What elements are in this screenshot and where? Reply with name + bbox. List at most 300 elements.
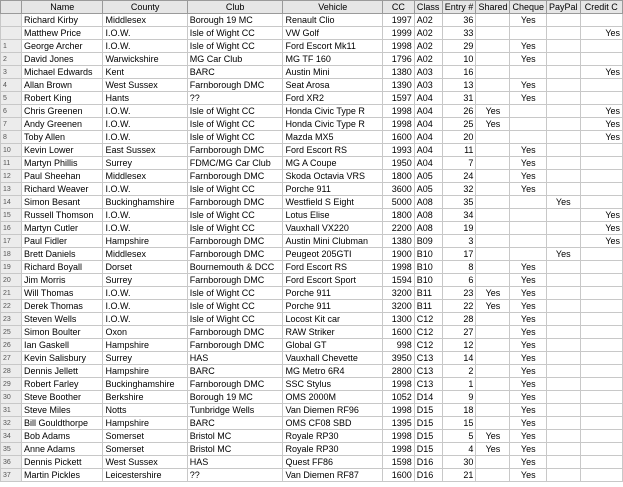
cell-paypal[interactable]: [547, 144, 581, 157]
cell-class[interactable]: A03: [414, 79, 442, 92]
cell-cc[interactable]: 3200: [383, 300, 415, 313]
cell-credit[interactable]: [580, 313, 622, 326]
cell-entry[interactable]: 28: [442, 313, 476, 326]
cell-paypal[interactable]: [547, 118, 581, 131]
cell-county[interactable]: Hampshire: [103, 365, 187, 378]
cell-vehicle[interactable]: Honda Civic Type R: [283, 105, 383, 118]
cell-credit[interactable]: [580, 261, 622, 274]
cell-paypal[interactable]: [547, 300, 581, 313]
cell-paypal[interactable]: [547, 222, 581, 235]
cell-vehicle[interactable]: Global GT: [283, 339, 383, 352]
cell-county[interactable]: Hampshire: [103, 339, 187, 352]
cell-entry[interactable]: 33: [442, 27, 476, 40]
cell-entry[interactable]: 2: [442, 365, 476, 378]
cell-club[interactable]: Farnborough DMC: [187, 326, 283, 339]
cell-county[interactable]: I.O.W.: [103, 105, 187, 118]
cell-cheque[interactable]: Yes: [510, 170, 547, 183]
cell-vehicle[interactable]: Van Diemen RF96: [283, 404, 383, 417]
cell-vehicle[interactable]: Porche 911: [283, 300, 383, 313]
row-number[interactable]: 37: [1, 469, 22, 482]
cell-entry[interactable]: 24: [442, 170, 476, 183]
cell-shared[interactable]: [476, 378, 510, 391]
cell-shared[interactable]: Yes: [476, 300, 510, 313]
cell-class[interactable]: A04: [414, 105, 442, 118]
cell-entry[interactable]: 23: [442, 287, 476, 300]
cell-credit[interactable]: [580, 79, 622, 92]
cell-club[interactable]: Farnborough DMC: [187, 170, 283, 183]
cell-credit[interactable]: [580, 443, 622, 456]
cell-credit[interactable]: [580, 456, 622, 469]
cell-club[interactable]: Farnborough DMC: [187, 79, 283, 92]
column-header-credit[interactable]: Credit C: [580, 1, 622, 14]
cell-shared[interactable]: [476, 404, 510, 417]
cell-name[interactable]: Russell Thomson: [22, 209, 103, 222]
cell-county[interactable]: I.O.W.: [103, 222, 187, 235]
cell-cc[interactable]: 2800: [383, 365, 415, 378]
cell-club[interactable]: FDMC/MG Car Club: [187, 157, 283, 170]
cell-paypal[interactable]: [547, 430, 581, 443]
cell-class[interactable]: D16: [414, 469, 442, 482]
cell-credit[interactable]: [580, 339, 622, 352]
cell-cheque[interactable]: [510, 248, 547, 261]
cell-cc[interactable]: 1999: [383, 27, 415, 40]
cell-cheque[interactable]: Yes: [510, 378, 547, 391]
cell-class[interactable]: A08: [414, 196, 442, 209]
cell-entry[interactable]: 10: [442, 53, 476, 66]
cell-entry[interactable]: 5: [442, 430, 476, 443]
cell-county[interactable]: Surrey: [103, 352, 187, 365]
cell-cheque[interactable]: [510, 66, 547, 79]
cell-county[interactable]: Leicestershire: [103, 469, 187, 482]
cell-shared[interactable]: [476, 365, 510, 378]
cell-shared[interactable]: [476, 235, 510, 248]
cell-cheque[interactable]: Yes: [510, 339, 547, 352]
cell-class[interactable]: D15: [414, 404, 442, 417]
cell-entry[interactable]: 34: [442, 209, 476, 222]
cell-cheque[interactable]: Yes: [510, 40, 547, 53]
cell-club[interactable]: Borough 19 MC: [187, 14, 283, 27]
cell-entry[interactable]: 22: [442, 300, 476, 313]
cell-name[interactable]: Simon Boulter: [22, 326, 103, 339]
cell-vehicle[interactable]: Royale RP30: [283, 443, 383, 456]
cell-entry[interactable]: 13: [442, 79, 476, 92]
cell-county[interactable]: Somerset: [103, 443, 187, 456]
cell-cc[interactable]: 1998: [383, 40, 415, 53]
cell-entry[interactable]: 4: [442, 443, 476, 456]
cell-county[interactable]: I.O.W.: [103, 40, 187, 53]
cell-class[interactable]: D14: [414, 391, 442, 404]
row-number[interactable]: 27: [1, 352, 22, 365]
cell-vehicle[interactable]: Lotus Elise: [283, 209, 383, 222]
cell-cheque[interactable]: [510, 118, 547, 131]
cell-club[interactable]: MG Car Club: [187, 53, 283, 66]
cell-club[interactable]: Isle of Wight CC: [187, 40, 283, 53]
cell-cc[interactable]: 1052: [383, 391, 415, 404]
cell-county[interactable]: I.O.W.: [103, 183, 187, 196]
row-number[interactable]: 17: [1, 235, 22, 248]
cell-club[interactable]: Isle of Wight CC: [187, 300, 283, 313]
cell-class[interactable]: A04: [414, 157, 442, 170]
cell-county[interactable]: Hants: [103, 92, 187, 105]
cell-cc[interactable]: 1997: [383, 14, 415, 27]
cell-cc[interactable]: 1998: [383, 105, 415, 118]
row-number[interactable]: 35: [1, 443, 22, 456]
cell-name[interactable]: Will Thomas: [22, 287, 103, 300]
cell-cc[interactable]: 3600: [383, 183, 415, 196]
cell-entry[interactable]: 16: [442, 66, 476, 79]
cell-club[interactable]: ??: [187, 92, 283, 105]
cell-shared[interactable]: [476, 391, 510, 404]
row-number[interactable]: 10: [1, 144, 22, 157]
cell-class[interactable]: B10: [414, 274, 442, 287]
cell-cheque[interactable]: Yes: [510, 14, 547, 27]
cell-cheque[interactable]: Yes: [510, 261, 547, 274]
cell-credit[interactable]: [580, 352, 622, 365]
cell-cc[interactable]: 1950: [383, 157, 415, 170]
cell-club[interactable]: Farnborough DMC: [187, 248, 283, 261]
cell-county[interactable]: I.O.W.: [103, 300, 187, 313]
cell-credit[interactable]: [580, 53, 622, 66]
cell-club[interactable]: Bristol MC: [187, 443, 283, 456]
cell-class[interactable]: A08: [414, 222, 442, 235]
cell-entry[interactable]: 20: [442, 131, 476, 144]
cell-credit[interactable]: [580, 40, 622, 53]
cell-credit[interactable]: [580, 14, 622, 27]
column-header-shared[interactable]: Shared: [476, 1, 510, 14]
cell-club[interactable]: Bristol MC: [187, 430, 283, 443]
row-number[interactable]: 25: [1, 326, 22, 339]
cell-credit[interactable]: [580, 417, 622, 430]
cell-county[interactable]: West Sussex: [103, 456, 187, 469]
cell-class[interactable]: D15: [414, 417, 442, 430]
cell-cc[interactable]: 1598: [383, 456, 415, 469]
cell-shared[interactable]: [476, 157, 510, 170]
cell-credit[interactable]: Yes: [580, 131, 622, 144]
cell-cheque[interactable]: Yes: [510, 92, 547, 105]
cell-cheque[interactable]: [510, 27, 547, 40]
row-number[interactable]: 4: [1, 79, 22, 92]
cell-cc[interactable]: 3950: [383, 352, 415, 365]
cell-credit[interactable]: [580, 248, 622, 261]
cell-paypal[interactable]: [547, 170, 581, 183]
cell-paypal[interactable]: [547, 79, 581, 92]
cell-cheque[interactable]: [510, 105, 547, 118]
cell-name[interactable]: Kevin Lower: [22, 144, 103, 157]
cell-class[interactable]: A08: [414, 209, 442, 222]
cell-vehicle[interactable]: MG A Coupe: [283, 157, 383, 170]
cell-name[interactable]: Martin Pickles: [22, 469, 103, 482]
cell-cc[interactable]: 1800: [383, 170, 415, 183]
cell-shared[interactable]: Yes: [476, 105, 510, 118]
cell-name[interactable]: Richard Weaver: [22, 183, 103, 196]
cell-paypal[interactable]: [547, 261, 581, 274]
cell-class[interactable]: C13: [414, 378, 442, 391]
row-number[interactable]: 2: [1, 53, 22, 66]
cell-vehicle[interactable]: RAW Striker: [283, 326, 383, 339]
cell-name[interactable]: Steve Boother: [22, 391, 103, 404]
cell-cc[interactable]: 1594: [383, 274, 415, 287]
cell-cc[interactable]: 1993: [383, 144, 415, 157]
cell-shared[interactable]: [476, 66, 510, 79]
cell-class[interactable]: A05: [414, 183, 442, 196]
cell-entry[interactable]: 36: [442, 14, 476, 27]
cell-paypal[interactable]: [547, 365, 581, 378]
cell-name[interactable]: Andy Greenen: [22, 118, 103, 131]
row-number[interactable]: 14: [1, 196, 22, 209]
cell-name[interactable]: Matthew Price: [22, 27, 103, 40]
cell-county[interactable]: Buckinghamshire: [103, 378, 187, 391]
cell-paypal[interactable]: [547, 40, 581, 53]
cell-cc[interactable]: 1998: [383, 404, 415, 417]
row-number[interactable]: 34: [1, 430, 22, 443]
cell-shared[interactable]: [476, 92, 510, 105]
cell-credit[interactable]: [580, 430, 622, 443]
cell-cc[interactable]: 1300: [383, 313, 415, 326]
row-number[interactable]: 22: [1, 300, 22, 313]
cell-cc[interactable]: 1600: [383, 326, 415, 339]
cell-cc[interactable]: 1390: [383, 79, 415, 92]
cell-club[interactable]: Farnborough DMC: [187, 196, 283, 209]
cell-cc[interactable]: 1800: [383, 209, 415, 222]
cell-shared[interactable]: [476, 131, 510, 144]
cell-shared[interactable]: [476, 352, 510, 365]
cell-county[interactable]: Somerset: [103, 430, 187, 443]
cell-credit[interactable]: Yes: [580, 235, 622, 248]
cell-cheque[interactable]: [510, 222, 547, 235]
cell-class[interactable]: A02: [414, 53, 442, 66]
cell-name[interactable]: Paul Sheehan: [22, 170, 103, 183]
cell-credit[interactable]: [580, 274, 622, 287]
cell-cheque[interactable]: Yes: [510, 326, 547, 339]
row-number[interactable]: 3: [1, 66, 22, 79]
cell-cheque[interactable]: Yes: [510, 443, 547, 456]
cell-paypal[interactable]: [547, 417, 581, 430]
cell-credit[interactable]: [580, 144, 622, 157]
cell-county[interactable]: I.O.W.: [103, 118, 187, 131]
column-header-entry[interactable]: Entry #: [442, 1, 476, 14]
cell-shared[interactable]: [476, 170, 510, 183]
cell-cheque[interactable]: Yes: [510, 157, 547, 170]
cell-cheque[interactable]: Yes: [510, 300, 547, 313]
cell-vehicle[interactable]: Ford XR2: [283, 92, 383, 105]
cell-cc[interactable]: 3200: [383, 287, 415, 300]
cell-entry[interactable]: 30: [442, 456, 476, 469]
row-number[interactable]: [1, 27, 22, 40]
cell-entry[interactable]: 32: [442, 183, 476, 196]
cell-vehicle[interactable]: Ford Escort RS: [283, 144, 383, 157]
cell-club[interactable]: HAS: [187, 352, 283, 365]
cell-name[interactable]: Steven Wells: [22, 313, 103, 326]
column-header-club[interactable]: Club: [187, 1, 283, 14]
cell-paypal[interactable]: [547, 92, 581, 105]
cell-entry[interactable]: 35: [442, 196, 476, 209]
cell-class[interactable]: B11: [414, 287, 442, 300]
cell-shared[interactable]: [476, 183, 510, 196]
cell-name[interactable]: Robert Farley: [22, 378, 103, 391]
cell-credit[interactable]: Yes: [580, 27, 622, 40]
row-number[interactable]: 31: [1, 404, 22, 417]
cell-shared[interactable]: Yes: [476, 430, 510, 443]
cell-vehicle[interactable]: MG Metro 6R4: [283, 365, 383, 378]
cell-vehicle[interactable]: Ford Escort RS: [283, 261, 383, 274]
row-number[interactable]: 32: [1, 417, 22, 430]
cell-name[interactable]: Bill Gouldthorpe: [22, 417, 103, 430]
cell-cheque[interactable]: Yes: [510, 430, 547, 443]
cell-entry[interactable]: 1: [442, 378, 476, 391]
cell-paypal[interactable]: [547, 456, 581, 469]
cell-credit[interactable]: Yes: [580, 209, 622, 222]
cell-class[interactable]: A02: [414, 27, 442, 40]
row-number[interactable]: 30: [1, 391, 22, 404]
cell-name[interactable]: Toby Allen: [22, 131, 103, 144]
cell-vehicle[interactable]: Vauxhall VX220: [283, 222, 383, 235]
row-number[interactable]: 23: [1, 313, 22, 326]
row-number[interactable]: 19: [1, 261, 22, 274]
cell-vehicle[interactable]: Quest FF86: [283, 456, 383, 469]
cell-vehicle[interactable]: Austin Mini Clubman: [283, 235, 383, 248]
cell-entry[interactable]: 11: [442, 144, 476, 157]
cell-entry[interactable]: 19: [442, 222, 476, 235]
column-header-cc[interactable]: CC: [383, 1, 415, 14]
cell-class[interactable]: A02: [414, 14, 442, 27]
row-number[interactable]: 1: [1, 40, 22, 53]
cell-paypal[interactable]: [547, 404, 581, 417]
cell-class[interactable]: A04: [414, 144, 442, 157]
cell-class[interactable]: A03: [414, 66, 442, 79]
cell-county[interactable]: Notts: [103, 404, 187, 417]
column-header-name[interactable]: Name: [22, 1, 103, 14]
cell-county[interactable]: Buckinghamshire: [103, 196, 187, 209]
cell-vehicle[interactable]: MG TF 160: [283, 53, 383, 66]
row-number[interactable]: 36: [1, 456, 22, 469]
cell-county[interactable]: I.O.W.: [103, 287, 187, 300]
cell-paypal[interactable]: [547, 274, 581, 287]
cell-club[interactable]: Farnborough DMC: [187, 274, 283, 287]
cell-class[interactable]: B10: [414, 248, 442, 261]
cell-shared[interactable]: [476, 469, 510, 482]
cell-shared[interactable]: [476, 339, 510, 352]
cell-name[interactable]: Dennis Jellett: [22, 365, 103, 378]
cell-cheque[interactable]: Yes: [510, 391, 547, 404]
column-header-paypal[interactable]: PayPal: [547, 1, 581, 14]
cell-entry[interactable]: 17: [442, 248, 476, 261]
cell-credit[interactable]: [580, 287, 622, 300]
cell-class[interactable]: C13: [414, 352, 442, 365]
cell-credit[interactable]: Yes: [580, 222, 622, 235]
cell-county[interactable]: Berkshire: [103, 391, 187, 404]
cell-entry[interactable]: 21: [442, 469, 476, 482]
cell-shared[interactable]: [476, 209, 510, 222]
cell-credit[interactable]: Yes: [580, 66, 622, 79]
cell-name[interactable]: Richard Kirby: [22, 14, 103, 27]
cell-club[interactable]: BARC: [187, 365, 283, 378]
cell-vehicle[interactable]: Renault Clio: [283, 14, 383, 27]
cell-club[interactable]: Tunbridge Wells: [187, 404, 283, 417]
row-number[interactable]: 6: [1, 105, 22, 118]
cell-class[interactable]: C12: [414, 326, 442, 339]
cell-name[interactable]: Richard Boyall: [22, 261, 103, 274]
cell-shared[interactable]: [476, 53, 510, 66]
cell-name[interactable]: Dennis Pickett: [22, 456, 103, 469]
row-number[interactable]: 26: [1, 339, 22, 352]
cell-cc[interactable]: 1600: [383, 469, 415, 482]
cell-name[interactable]: Paul Fidler: [22, 235, 103, 248]
row-number[interactable]: 8: [1, 131, 22, 144]
cell-name[interactable]: Kevin Salisbury: [22, 352, 103, 365]
cell-cc[interactable]: 1796: [383, 53, 415, 66]
cell-club[interactable]: Isle of Wight CC: [187, 209, 283, 222]
cell-vehicle[interactable]: Ford Escort Sport: [283, 274, 383, 287]
cell-entry[interactable]: 31: [442, 92, 476, 105]
cell-shared[interactable]: [476, 196, 510, 209]
cell-name[interactable]: David Jones: [22, 53, 103, 66]
cell-credit[interactable]: [580, 300, 622, 313]
cell-vehicle[interactable]: Ford Escort Mk11: [283, 40, 383, 53]
cell-credit[interactable]: Yes: [580, 105, 622, 118]
cell-county[interactable]: I.O.W.: [103, 27, 187, 40]
cell-club[interactable]: ??: [187, 469, 283, 482]
cell-shared[interactable]: [476, 261, 510, 274]
cell-club[interactable]: Bournemouth & DCC: [187, 261, 283, 274]
row-number-header[interactable]: [1, 1, 22, 14]
row-number[interactable]: 7: [1, 118, 22, 131]
cell-entry[interactable]: 8: [442, 261, 476, 274]
cell-club[interactable]: Farnborough DMC: [187, 235, 283, 248]
cell-paypal[interactable]: [547, 326, 581, 339]
cell-name[interactable]: Bob Adams: [22, 430, 103, 443]
cell-county[interactable]: I.O.W.: [103, 131, 187, 144]
cell-county[interactable]: Warwickshire: [103, 53, 187, 66]
row-number[interactable]: 5: [1, 92, 22, 105]
cell-name[interactable]: George Archer: [22, 40, 103, 53]
cell-cc[interactable]: 1597: [383, 92, 415, 105]
cell-paypal[interactable]: [547, 287, 581, 300]
cell-county[interactable]: West Sussex: [103, 79, 187, 92]
cell-credit[interactable]: [580, 196, 622, 209]
cell-county[interactable]: Surrey: [103, 274, 187, 287]
cell-paypal[interactable]: [547, 27, 581, 40]
cell-name[interactable]: Martyn Phillis: [22, 157, 103, 170]
cell-entry[interactable]: 18: [442, 404, 476, 417]
cell-club[interactable]: Borough 19 MC: [187, 391, 283, 404]
cell-cheque[interactable]: [510, 131, 547, 144]
cell-entry[interactable]: 27: [442, 326, 476, 339]
cell-class[interactable]: B11: [414, 300, 442, 313]
cell-shared[interactable]: [476, 417, 510, 430]
cell-name[interactable]: Simon Besant: [22, 196, 103, 209]
cell-cheque[interactable]: Yes: [510, 352, 547, 365]
cell-vehicle[interactable]: Locost Kit car: [283, 313, 383, 326]
cell-cc[interactable]: 1380: [383, 66, 415, 79]
cell-shared[interactable]: [476, 313, 510, 326]
cell-entry[interactable]: 9: [442, 391, 476, 404]
cell-cc[interactable]: 1900: [383, 248, 415, 261]
cell-paypal[interactable]: [547, 339, 581, 352]
cell-cheque[interactable]: Yes: [510, 79, 547, 92]
cell-shared[interactable]: Yes: [476, 118, 510, 131]
row-number[interactable]: 16: [1, 222, 22, 235]
cell-vehicle[interactable]: Honda Civic Type R: [283, 118, 383, 131]
cell-vehicle[interactable]: VW Golf: [283, 27, 383, 40]
cell-county[interactable]: Oxon: [103, 326, 187, 339]
cell-club[interactable]: HAS: [187, 456, 283, 469]
cell-vehicle[interactable]: OMS 2000M: [283, 391, 383, 404]
cell-paypal[interactable]: Yes: [547, 248, 581, 261]
cell-club[interactable]: Farnborough DMC: [187, 378, 283, 391]
cell-entry[interactable]: 7: [442, 157, 476, 170]
cell-county[interactable]: Hampshire: [103, 235, 187, 248]
cell-club[interactable]: BARC: [187, 417, 283, 430]
